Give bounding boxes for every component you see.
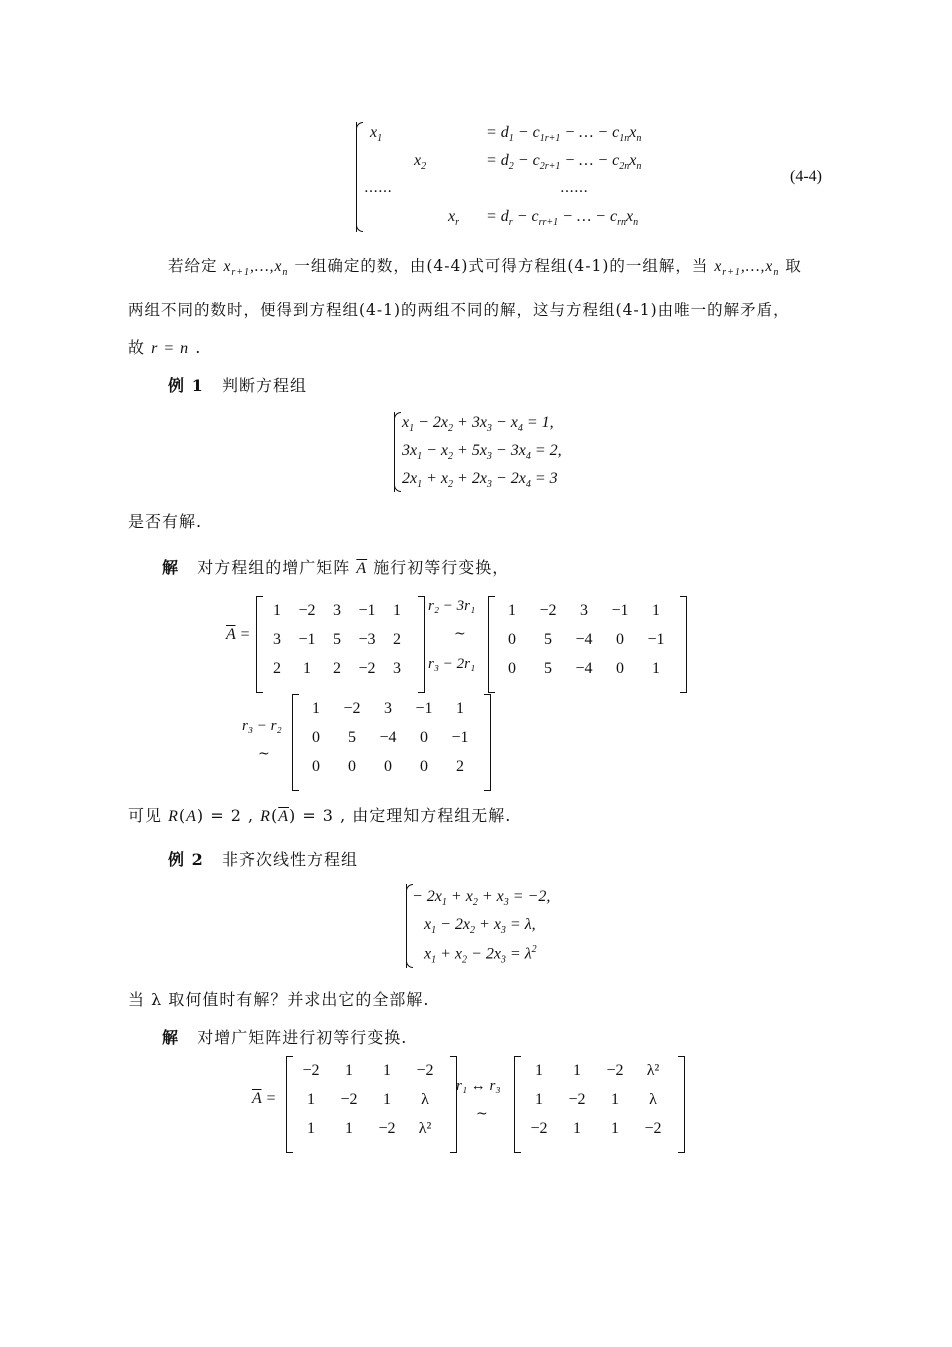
equation-number: (4-4): [790, 168, 822, 185]
matrix-right-bracket: [450, 1056, 457, 1153]
matrix-cell: λ: [421, 1091, 429, 1108]
matrix-cell: 5: [348, 729, 356, 746]
matrix-cell: 3: [273, 631, 281, 648]
matrix-right-bracket: [678, 1056, 685, 1153]
matrix-cell: 0: [384, 758, 392, 775]
matrix-cell: 5: [544, 631, 552, 648]
row-op: r₃ − r₂: [242, 718, 282, 734]
system-row: $2x_1 + x_2 + 2x_3 - 2x_4 = 3$: [402, 470, 558, 491]
system-row: − $2x_1 + x_2 + x_3 = -2$,: [412, 888, 551, 909]
matrix-cell: 0: [312, 758, 320, 775]
matrix-cell: −1: [415, 700, 433, 717]
matrix-cell: −2: [606, 1062, 624, 1079]
matrix-cell: 1: [383, 1091, 391, 1108]
matrix-cell: 1: [393, 602, 401, 619]
eq-ellipsis: ……: [364, 180, 392, 196]
tilde: ~: [454, 626, 466, 642]
brace: [394, 412, 395, 492]
solution-heading: [162, 1026, 407, 1050]
brace: [406, 884, 407, 968]
matrix-cell: 3: [384, 700, 392, 717]
matrix-cell: 1: [508, 602, 516, 619]
matrix-cell: 2: [456, 758, 464, 775]
row-op: r₁ ↔ r₃: [456, 1078, 501, 1094]
matrix-cell: 1: [456, 700, 464, 717]
matrix-cell: −2: [340, 1091, 358, 1108]
matrix-cell: λ²: [646, 1062, 660, 1079]
matrix-cell: 1: [312, 700, 320, 717]
matrix-cell: 0: [312, 729, 320, 746]
matrix-cell: 1: [273, 602, 281, 619]
matrix-cell: −1: [358, 602, 376, 619]
matrix-cell: 1: [303, 660, 311, 677]
system-row: $x_1 + x_2 - 2x_3 = \lambda^2$: [424, 944, 537, 966]
matrix-cell: −3: [358, 631, 376, 648]
example-heading: [168, 848, 358, 872]
matrix-cell: 0: [508, 660, 516, 677]
eq-row: = $d_2 - c_{2r+1}$ − … − $c_{2n}x_n$: [486, 152, 642, 173]
matrix-cell: 1: [345, 1120, 353, 1137]
tilde: ~: [258, 746, 270, 762]
matrix-cell: −2: [298, 602, 316, 619]
matrix-cell: 1: [345, 1062, 353, 1079]
example-heading: [168, 374, 307, 398]
matrix-cell: −1: [611, 602, 629, 619]
row-op: r₃ − 2r₁: [428, 656, 476, 672]
matrix-cell: 0: [616, 631, 624, 648]
matrix-cell: 0: [616, 660, 624, 677]
matrix-cell: 1: [652, 602, 660, 619]
eq-row: = $d_1 - c_{1r+1}$ − … − $c_{1n}x_n$: [486, 124, 642, 145]
system-row: $3x_1 - x_2 + 5x_3 - 3x_4 = 2$,: [402, 442, 562, 463]
matrix-cell: −2: [568, 1091, 586, 1108]
example-text: 判断方程组: [221, 376, 307, 395]
matrix-cell: −2: [530, 1120, 548, 1137]
question-text: 是否有解.: [128, 512, 203, 531]
matrix-cell: −2: [539, 602, 557, 619]
system-row: $x_1 - 2x_2 + 3x_3 - x_4 = 1$,: [402, 414, 554, 435]
matrix-cell: λ²: [418, 1120, 432, 1137]
matrix-cell: 2: [393, 631, 401, 648]
solution-label: 解: [162, 1028, 180, 1047]
matrix-cell: 3: [333, 602, 341, 619]
eq-row: $x_1$: [370, 124, 383, 145]
matrix-cell: −2: [378, 1120, 396, 1137]
matrix-cell: 0: [508, 631, 516, 648]
matrix-cell: −2: [302, 1062, 320, 1079]
tilde: ~: [476, 1106, 488, 1122]
conclusion-text: 可见 R(A) = 2 , $R(\overline{A}) = 3$ , 由定理知方程组无解.: [128, 806, 512, 825]
matrix-cell: 1: [573, 1062, 581, 1079]
matrix-cell: 1: [611, 1120, 619, 1137]
matrix-cell: 5: [544, 660, 552, 677]
matrix-cell: 3: [393, 660, 401, 677]
paragraph-line: 故 r = n .: [128, 338, 202, 357]
matrix-cell: −2: [343, 700, 361, 717]
solution-heading: 解 对方程组的增广矩阵 $\overline{A}$ 施行初等行变换，: [162, 558, 510, 577]
matrix-cell: −1: [647, 631, 665, 648]
matrix-cell: −2: [644, 1120, 662, 1137]
paragraph-line: 两组不同的数时，便得到方程组(4-1)的两组不同的解，这与方程组(4-1)由唯一的解矛盾，: [128, 301, 790, 319]
matrix-name: $\overline{A}$ =: [226, 626, 251, 643]
eq-row: $x_r$: [448, 208, 460, 229]
matrix-cell: 1: [573, 1120, 581, 1137]
matrix-cell: −2: [416, 1062, 434, 1079]
matrix-cell: 3: [580, 602, 588, 619]
paragraph-line: 若给定 $x_{r+1},\dots,x_n$ 一组确定的数，由(4-4)式可得方程组(4-1)的一组解，当 $x_{r+1},\dots,x_n$ 取: [168, 257, 802, 279]
matrix-cell: 2: [333, 660, 341, 677]
matrix-cell: 1: [383, 1062, 391, 1079]
example-label: 例 2: [168, 850, 204, 869]
matrix-cell: −1: [298, 631, 316, 648]
matrix-name: $\overline{A}$ =: [252, 1090, 277, 1107]
row-op: r₂ − 3r₁: [428, 598, 476, 614]
brace: [356, 122, 357, 232]
matrix-cell: 2: [273, 660, 281, 677]
matrix-right-bracket: [484, 694, 491, 791]
matrix-right-bracket: [680, 596, 687, 693]
matrix-right-bracket: [418, 596, 425, 693]
example-label: 例 1: [168, 376, 204, 395]
eq-ellipsis: ……: [560, 180, 588, 196]
matrix-cell: −4: [575, 660, 593, 677]
eq-row: $x_2$: [414, 152, 427, 173]
example-text: 非齐次线性方程组: [221, 850, 358, 869]
matrix-cell: −4: [379, 729, 397, 746]
solution-text: 对增广矩阵进行初等行变换.: [197, 1028, 408, 1047]
matrix-cell: −1: [451, 729, 469, 746]
matrix-cell: 0: [420, 758, 428, 775]
matrix-cell: −4: [575, 631, 593, 648]
matrix-cell: −2: [358, 660, 376, 677]
matrix-cell: 5: [333, 631, 341, 648]
matrix-cell: 1: [611, 1091, 619, 1108]
matrix-cell: 0: [348, 758, 356, 775]
eq-row: = $d_r - c_{rr+1}$ − … − $c_{rn}x_n$: [486, 208, 639, 229]
question-text: 当 λ 取何值时有解？并求出它的全部解.: [128, 990, 430, 1009]
matrix-cell: 1: [535, 1062, 543, 1079]
matrix-cell: λ: [649, 1091, 657, 1108]
solution-label: 解: [162, 558, 180, 577]
matrix-cell: 1: [307, 1120, 315, 1137]
matrix-cell: 0: [420, 729, 428, 746]
matrix-cell: 1: [307, 1091, 315, 1108]
system-row: $x_1 - 2x_2 + x_3 = \lambda$,: [424, 916, 536, 937]
matrix-cell: 1: [652, 660, 660, 677]
matrix-cell: 1: [535, 1091, 543, 1108]
